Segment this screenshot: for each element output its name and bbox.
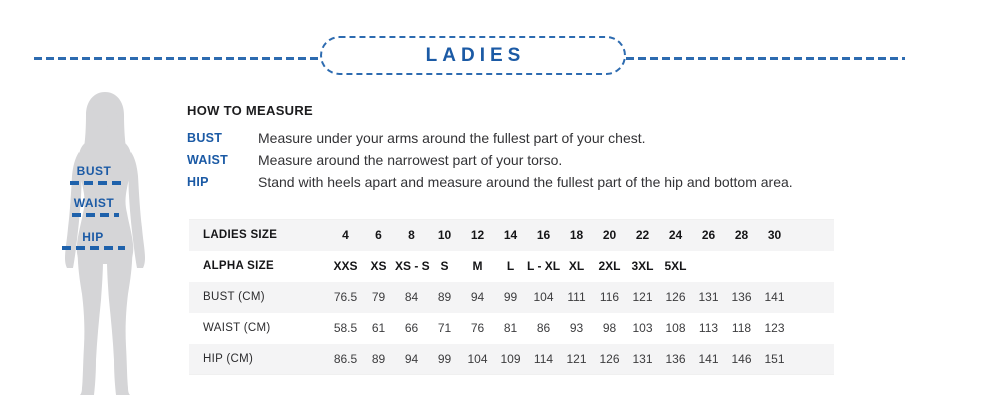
size-table-cell: 10: [437, 228, 452, 243]
size-table-cell: 113: [698, 321, 719, 335]
size-table-cell: 3XL: [631, 259, 654, 273]
size-table-cell: XXS: [333, 259, 358, 273]
size-table-cell: 131: [632, 351, 653, 366]
size-table-cell: 123: [764, 321, 785, 335]
size-table-cell: 30: [767, 228, 782, 243]
size-table-row-label: LADIES SIZE: [203, 229, 278, 242]
figure-hip-dash-line: [62, 246, 125, 250]
size-table-cell: 136: [731, 290, 752, 304]
size-table-filler-cell: [791, 313, 834, 344]
size-table-cell: 12: [470, 228, 485, 243]
header-dash-line-right: [626, 57, 905, 60]
figure-waist-label: WAIST: [73, 196, 115, 210]
size-table-cell: [725, 251, 758, 282]
size-table-cell: L - XL: [527, 259, 561, 273]
how-to-measure-list: [187, 127, 877, 193]
size-table-cell: 104: [533, 290, 554, 304]
size-table-cell: 2XL: [598, 259, 621, 273]
size-table-cell: 121: [632, 290, 653, 304]
measure-term: BUST: [187, 131, 223, 145]
size-table-row: [189, 344, 834, 375]
size-table-cell: XL: [568, 259, 585, 273]
size-table-cell: 94: [404, 351, 419, 366]
figure-waist-dash-line: [72, 213, 119, 217]
size-table-row: [189, 313, 834, 344]
header-dash-line-left: [34, 57, 320, 60]
size-table-cell: 126: [665, 290, 686, 304]
size-table-cell: 6: [375, 228, 382, 243]
size-table-row-label: ALPHA SIZE: [203, 260, 274, 272]
size-table-cell: 99: [503, 290, 518, 304]
size-table-cell: 76.5: [333, 290, 358, 304]
size-table-cell: 24: [668, 228, 683, 243]
how-to-measure-section: [187, 103, 877, 193]
size-table-row-label: BUST (CM): [203, 291, 265, 303]
size-table-cell: 61: [371, 321, 386, 335]
size-table-cell: 86: [536, 321, 551, 335]
measure-description: Measure under your arms around the fullest part of your chest.: [258, 130, 646, 146]
size-table-cell: 81: [503, 321, 518, 335]
size-table-cell: 136: [665, 351, 686, 366]
size-table-cell: 8: [408, 228, 415, 243]
size-table-row-label: WAIST (CM): [203, 322, 271, 334]
size-table-cell: M: [472, 259, 483, 273]
measure-instruction-row: [187, 149, 877, 171]
measure-term: HIP: [187, 175, 209, 189]
measure-instruction-row: [187, 171, 877, 193]
size-table-filler-cell: [791, 282, 834, 313]
size-table-cell: 151: [764, 351, 785, 366]
size-table-cell: 116: [599, 290, 620, 304]
size-table-cell: 121: [566, 351, 587, 366]
size-table-cell: 111: [567, 290, 586, 304]
size-table-cell: 28: [734, 228, 749, 243]
size-table-cell: 89: [371, 351, 386, 366]
measure-description: Stand with heels apart and measure around the fullest part of the hip and bottom area.: [258, 174, 793, 190]
size-table-cell: 5XL: [664, 259, 687, 273]
size-table-cell: XS - S: [395, 259, 430, 273]
size-table-cell: 141: [698, 351, 719, 366]
size-table-cell: 76: [470, 321, 485, 335]
size-table-cell: 131: [698, 290, 719, 304]
size-table-cell: 93: [569, 321, 584, 335]
size-table: [189, 219, 834, 375]
size-table-row: [189, 282, 834, 313]
size-table-cell: 98: [602, 321, 617, 335]
size-table-cell: 118: [731, 321, 752, 335]
size-table-cell: 4: [342, 228, 349, 243]
size-table-cell: 109: [500, 351, 521, 366]
size-table-cell: 86.5: [333, 351, 358, 366]
size-table-cell: 141: [764, 290, 785, 304]
size-table-cell: 14: [503, 228, 518, 243]
size-table-cell: 89: [437, 290, 452, 304]
size-table-cell: 94: [470, 290, 485, 304]
size-table-cell: 71: [437, 321, 452, 335]
size-table-cell: 26: [701, 228, 716, 243]
size-table-cell: 104: [467, 351, 488, 366]
size-table-cell: 103: [632, 321, 653, 335]
size-table-cell: 79: [371, 290, 386, 304]
figure-bust-label: BUST: [76, 164, 112, 178]
figure-bust-dash-line: [70, 181, 123, 185]
size-table-cell: 58.5: [333, 321, 358, 335]
size-table-filler-cell: [791, 344, 834, 375]
size-table-cell: L: [506, 259, 515, 273]
size-table-row-label: HIP (CM): [203, 352, 254, 365]
size-table-cell: 99: [437, 351, 452, 366]
size-table-cell: 84: [404, 290, 419, 304]
size-table-filler-cell: [791, 220, 834, 251]
size-table-cell: 146: [731, 351, 752, 366]
size-table-cell: 22: [635, 228, 650, 243]
section-title: LADIES: [425, 44, 526, 66]
size-table-row: [189, 220, 834, 251]
size-table-cell: [758, 251, 791, 282]
size-table-cell: 114: [533, 351, 554, 366]
size-table-cell: 18: [569, 228, 584, 243]
measure-description: Measure around the narrowest part of your torso.: [258, 152, 563, 168]
size-table-cell: [692, 251, 725, 282]
size-table-row: [189, 251, 834, 282]
size-table-filler-cell: [791, 251, 834, 282]
figure-hip-label: HIP: [82, 230, 104, 244]
measure-term: WAIST: [187, 153, 229, 167]
size-table-cell: XS: [370, 259, 387, 273]
size-table-container: [189, 219, 834, 375]
size-table-cell: 16: [536, 228, 551, 243]
measure-instruction-row: [187, 127, 877, 149]
size-table-cell: S: [440, 259, 449, 273]
size-table-cell: 108: [665, 321, 686, 335]
size-table-cell: 20: [602, 228, 617, 243]
size-table-cell: 126: [599, 351, 620, 366]
section-title-pill: [320, 36, 626, 75]
size-table-cell: 66: [404, 321, 419, 335]
how-to-measure-title: HOW TO MEASURE: [187, 103, 314, 118]
